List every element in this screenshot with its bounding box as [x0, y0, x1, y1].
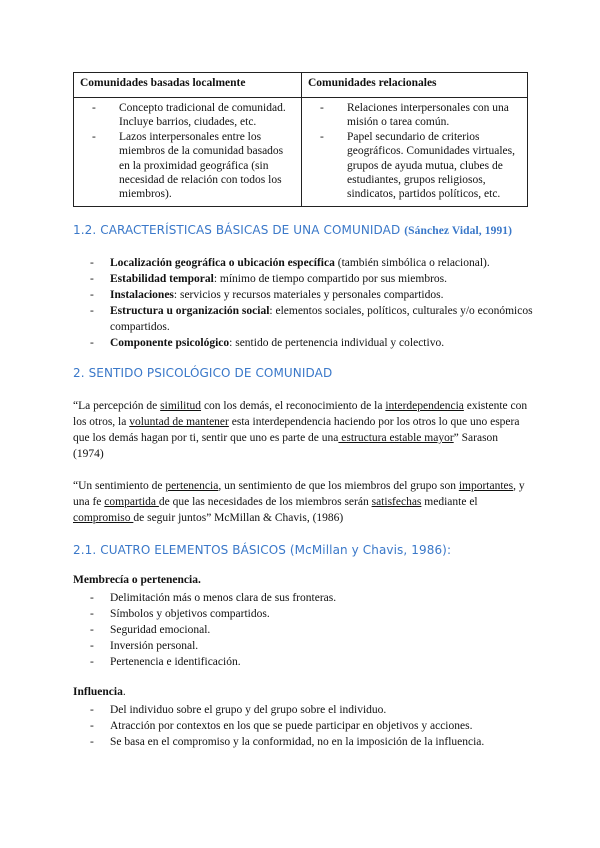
quote-text: “La percepción de	[73, 400, 161, 412]
community-types-table	[73, 72, 528, 207]
table-header-row	[74, 73, 528, 98]
list-item	[73, 335, 533, 351]
quote-text: “Un sentimiento de	[73, 480, 166, 492]
item-term: Instalaciones	[110, 289, 174, 301]
item-term: Localización geográfica o ubicación específica	[110, 257, 335, 269]
table-row	[74, 98, 528, 207]
item-desc: : elementos sociales, políticos, culturales y/o económicos compartidos.	[110, 305, 533, 333]
item-desc: : sentido de pertenencia individual y colectivo.	[229, 337, 445, 349]
table-header-local: Comunidades basadas localmente	[74, 73, 302, 98]
local-list	[80, 101, 295, 202]
quote-text: , y una fe	[73, 480, 525, 508]
list-item	[73, 303, 533, 335]
sarason-quote	[73, 398, 529, 462]
section-heading-2: 2. SENTIDO PSICOLÓGICO DE COMUNIDAD	[73, 366, 333, 380]
quote-text: de que las necesidades de los miembros serán	[158, 496, 372, 508]
influence-list	[73, 702, 533, 750]
membership-list	[73, 590, 533, 670]
list-item: - Símbolos y objetivos compartidos.	[73, 606, 533, 622]
quote-key-term: compartida	[104, 496, 159, 508]
list-item: - Concepto tradicional de comunidad. Incluye barrios, ciudades, etc.	[92, 101, 295, 130]
quote-key-term: estructura estable mayor	[338, 432, 454, 444]
list-item: - Relaciones interpersonales con una misión o tarea común.	[320, 101, 521, 130]
quote-key-term: voluntad de mantener	[129, 416, 229, 428]
quote-key-term: similitud	[160, 400, 202, 412]
list-item: - Seguridad emocional.	[73, 622, 533, 638]
item-desc: (también simbólica o relacional).	[334, 257, 490, 269]
item-term: Estabilidad temporal	[110, 273, 214, 285]
table-cell-local	[74, 98, 302, 207]
quote-text: con los demás, el reconocimiento de la	[201, 400, 386, 412]
influence-label-end: .	[122, 686, 126, 698]
quote-key-term: satisfechas	[371, 496, 422, 508]
list-item: - Se basa en el compromiso y la conformidad, no en la imposición de la influencia.	[73, 734, 533, 750]
quote-text: esta interdependencia haciendo por los otros lo que uno espera que los demás hagan por ti, sentir que uno es parte de una	[73, 416, 520, 444]
table-cell-relational	[302, 98, 528, 207]
quote-text: existente con los otros, la	[73, 400, 528, 428]
list-item	[73, 255, 533, 271]
quote-text: , un sentimiento de que los miembros del grupo son	[218, 480, 459, 492]
quote-key-term: interdependencia	[385, 400, 464, 412]
mcmillan-quote	[73, 478, 529, 526]
list-item: - Lazos interpersonales entre los miembros de la comunidad basados en la proximidad geográfica (sin necesidad de relación con todos los miembros).	[92, 130, 295, 202]
quote-key-term: pertenencia	[165, 480, 219, 492]
quote-text: mediante el	[421, 496, 478, 508]
characteristics-list	[73, 255, 533, 351]
list-item: - Papel secundario de criterios geográficos. Comunidades virtuales, grupos de ayuda mutua, clubes de estudiantes, grupos religiosos, sindicatos, partidos políticos, etc.	[320, 130, 521, 202]
influence-label: Influencia	[73, 686, 123, 698]
quote-attribution: ” Sarason (1974)	[73, 432, 499, 460]
influence-heading	[73, 686, 126, 698]
item-desc: : servicios y recursos materiales y personales compartidos.	[173, 289, 444, 301]
list-item: - Atracción por contextos en los que se puede participar en objetivos y acciones.	[73, 718, 533, 734]
quote-attribution: de seguir juntos” McMillan & Chavis, (1986)	[133, 512, 344, 524]
relational-list	[308, 101, 521, 202]
list-item	[73, 271, 533, 287]
quote-key-term: compromiso	[73, 512, 134, 524]
section-heading-2-1: 2.1. CUATRO ELEMENTOS BÁSICOS (McMillan y Chavis, 1986):	[73, 543, 452, 557]
item-term: Estructura u organización social	[110, 305, 270, 317]
list-item: - Pertenencia e identificación.	[73, 654, 533, 670]
list-item	[73, 287, 533, 303]
membership-label: Membrecía o pertenencia.	[73, 574, 201, 586]
list-item: - Delimitación más o menos clara de sus fronteras.	[73, 590, 533, 606]
list-item: - Del individuo sobre el grupo y del grupo sobre el individuo.	[73, 702, 533, 718]
item-desc: : mínimo de tiempo compartido por sus miembros.	[213, 273, 448, 285]
quote-key-term: importantes	[458, 480, 514, 492]
table-header-relational: Comunidades relacionales	[302, 73, 528, 98]
item-term: Componente psicológico	[110, 337, 230, 349]
heading-title: 1.2. CARACTERÍSTICAS BÁSICAS DE UNA COMUNIDAD	[73, 223, 401, 237]
list-item: - Inversión personal.	[73, 638, 533, 654]
section-heading-1-2	[73, 223, 512, 237]
heading-citation: (Sánchez Vidal, 1991)	[404, 225, 513, 237]
